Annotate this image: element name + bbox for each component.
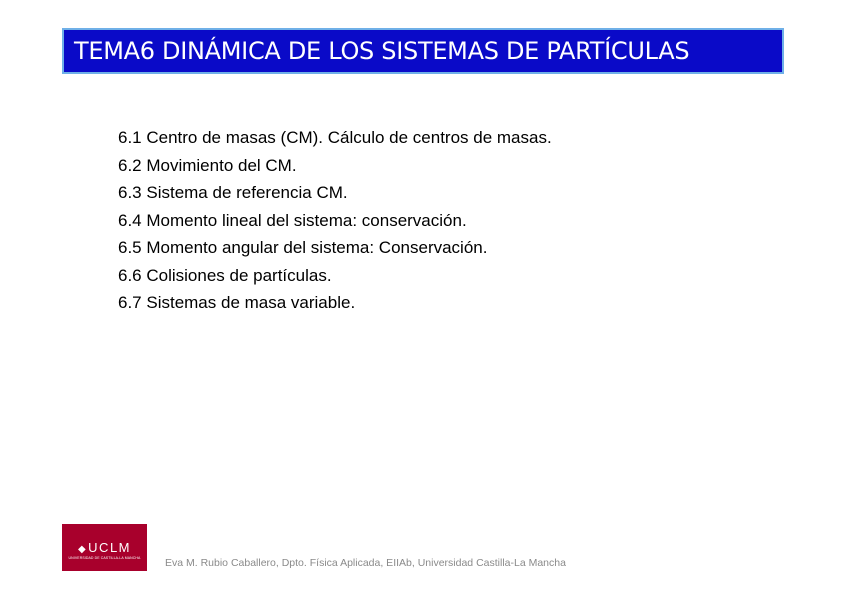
topic-list — [118, 124, 552, 317]
uclm-logo-subtext: UNIVERSIDAD DE CASTILLA-LA MANCHA — [68, 555, 141, 560]
topic-item: 6.2 Movimiento del CM. — [118, 155, 297, 175]
topic-item: 6.1 Centro de masas (CM). Cálculo de centros de masas. — [118, 128, 552, 147]
topic-item: 6.4 Momento lineal del sistema: conservación. — [118, 210, 467, 230]
topic-item: 6.3 Sistema de referencia CM. — [118, 183, 348, 202]
uclm-logo-mark — [78, 541, 131, 556]
topic-item: 6.5 Momento angular del sistema: Conservación. — [118, 238, 488, 257]
footer-credits: Eva M. Rubio Caballero, Dpto. Física Aplicada, EIIAb, Universidad Castilla-La Mancha — [165, 556, 566, 569]
uclm-logo — [62, 524, 147, 571]
uclm-logo-text: UCLM — [88, 539, 132, 555]
slide-title: TEMA6 DINÁMICA DE LOS SISTEMAS DE PARTÍCULAS — [74, 37, 690, 65]
topic-item: 6.7 Sistemas de masa variable. — [118, 293, 356, 312]
diamond-icon: ◆ — [77, 543, 88, 555]
title-bar — [62, 28, 784, 74]
topic-item: 6.6 Colisiones de partículas. — [118, 265, 332, 285]
footer — [62, 524, 566, 571]
